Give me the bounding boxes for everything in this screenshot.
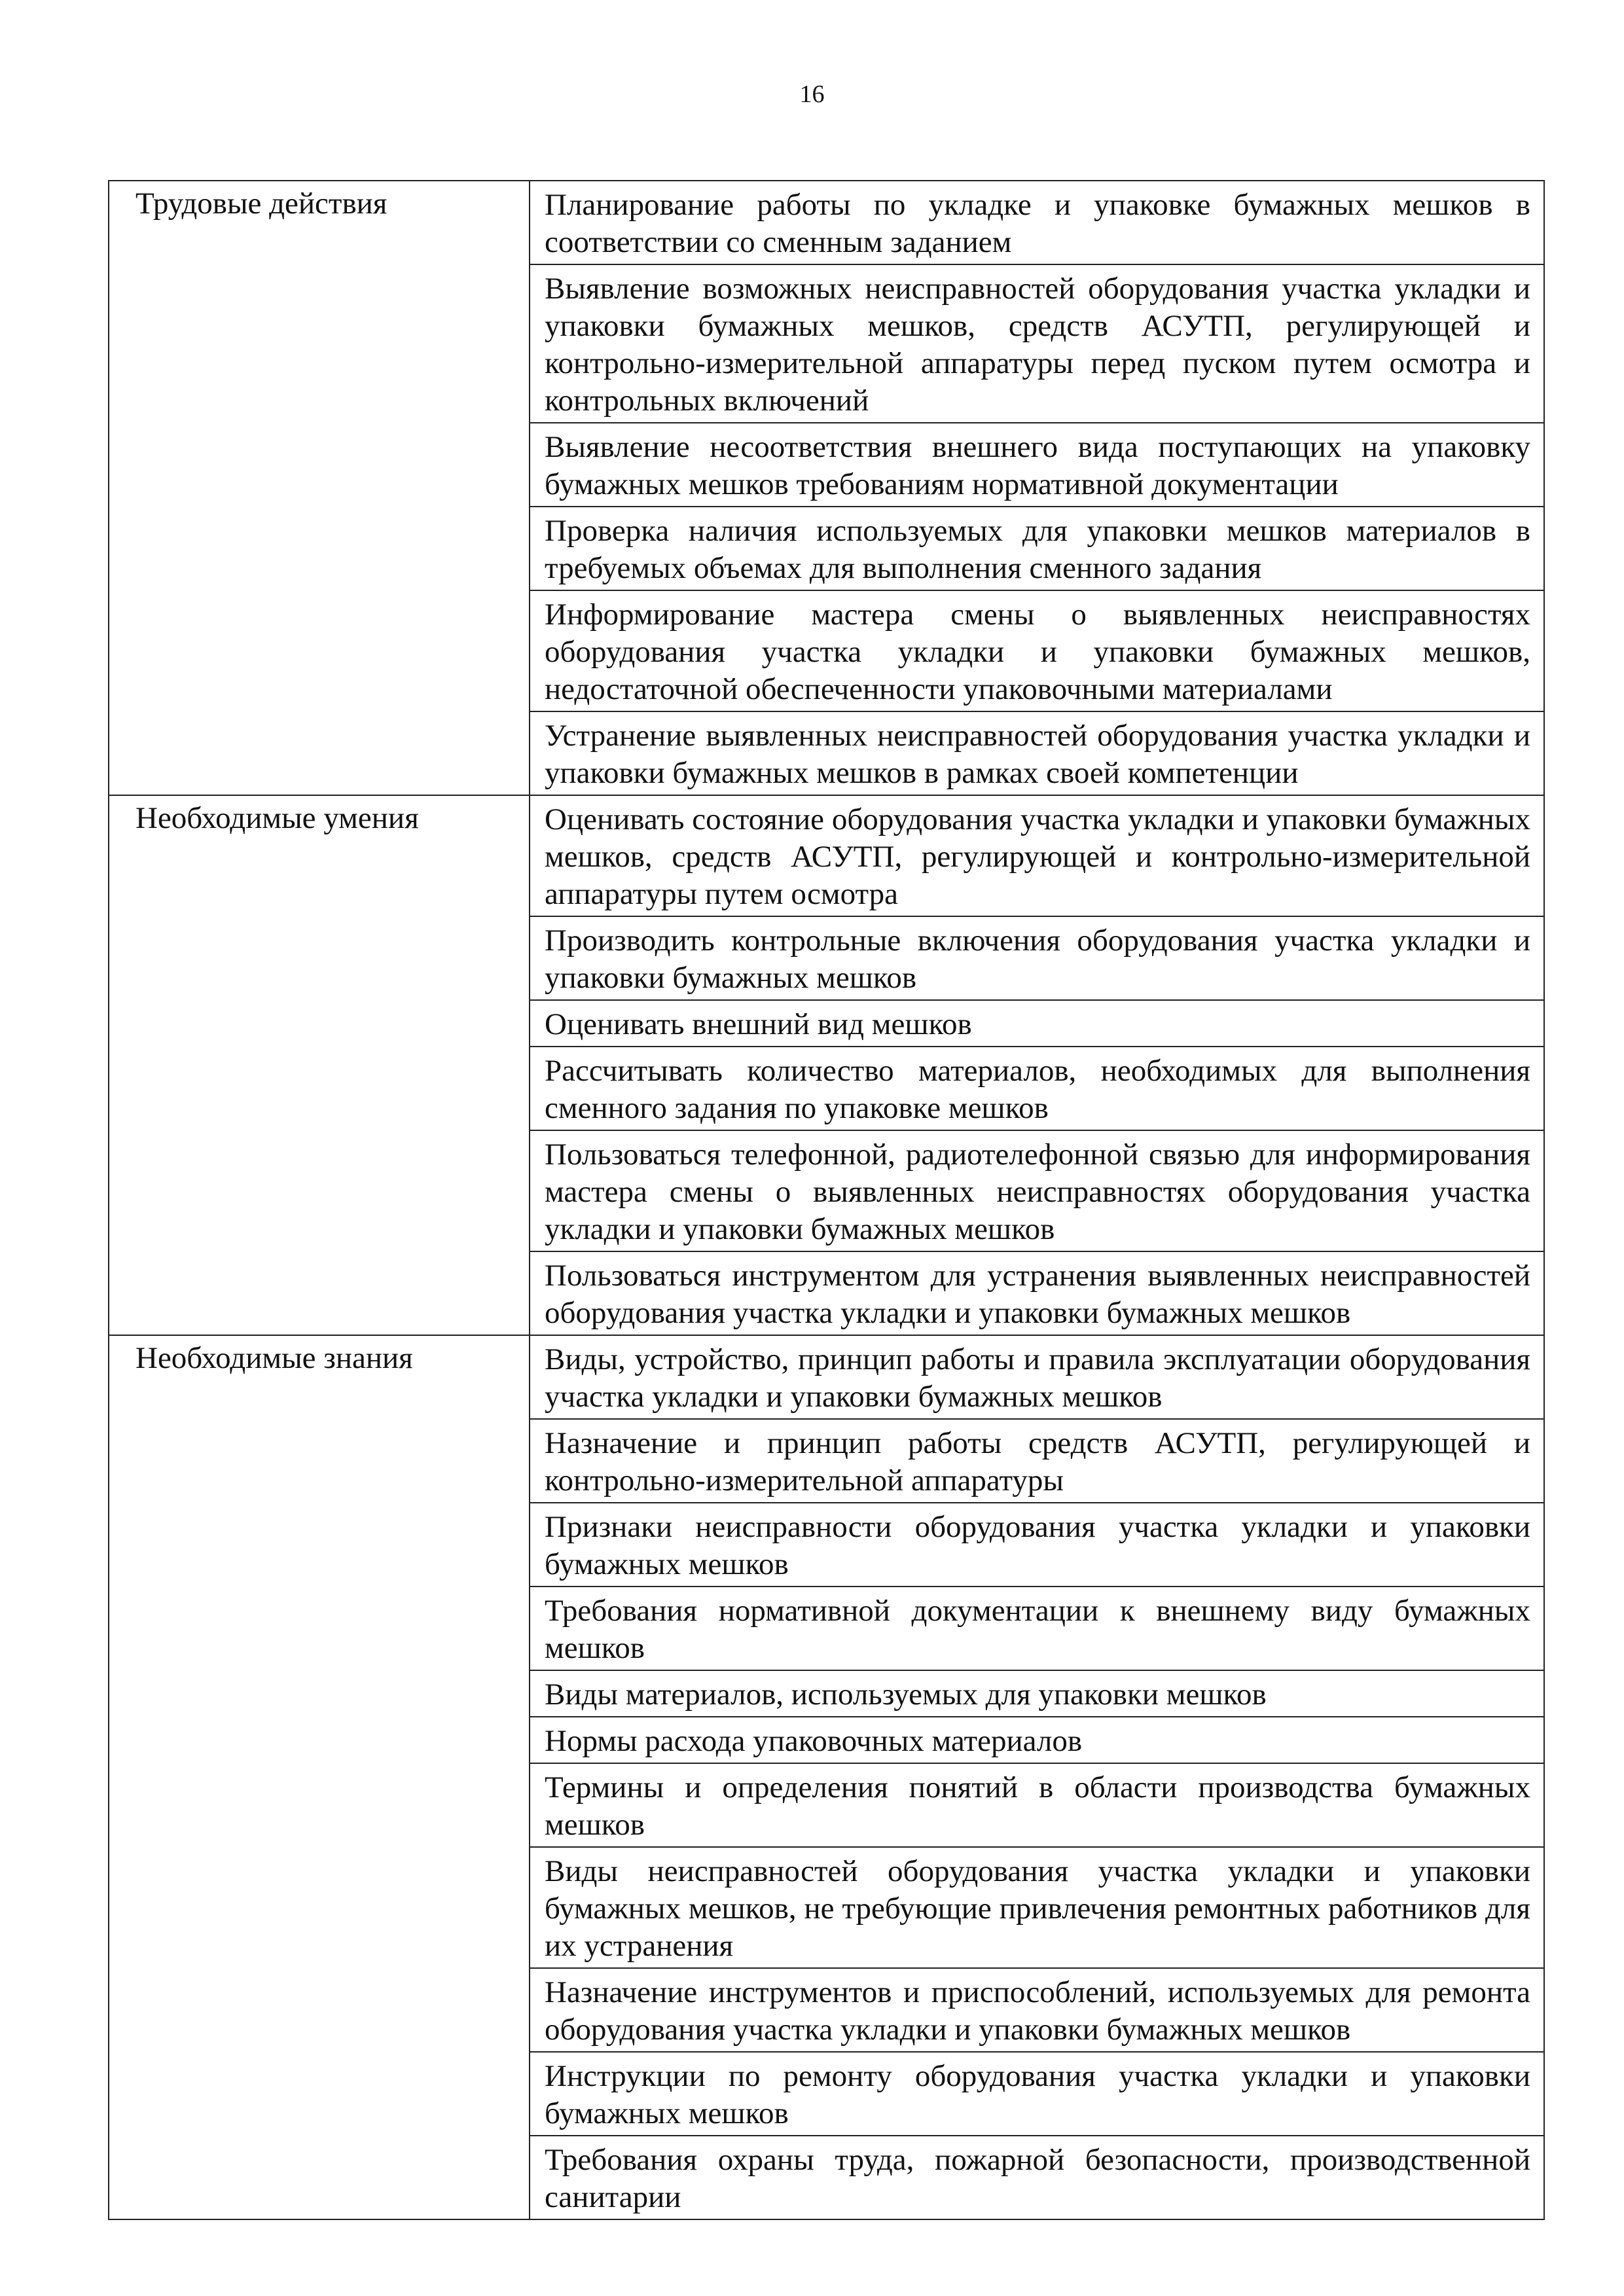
- table-cell-item: Виды материалов, используемых для упаковки мешков: [530, 1670, 1544, 1717]
- table-row: [109, 181, 1544, 264]
- table-cell-item: Планирование работы по укладке и упаковке бумажных мешков в соответствии со сменным заданием: [530, 181, 1544, 264]
- table-cell-item: Проверка наличия используемых для упаковки мешков материалов в требуемых объемах для выполнения сменного задания: [530, 507, 1544, 590]
- table-body: [109, 181, 1544, 2219]
- table-cell-item: Пользоваться инструментом для устранения выявленных неисправностей оборудования участка укладки и упаковки бумажных мешков: [530, 1251, 1544, 1335]
- section-label-required-knowledge: Необходимые знания: [109, 1335, 530, 2219]
- table-cell-item: Виды, устройство, принцип работы и правила эксплуатации оборудования участка укладки и упаковки бумажных мешков: [530, 1335, 1544, 1419]
- table-row: [109, 795, 1544, 916]
- section-label-required-skills: Необходимые умения: [109, 795, 530, 1335]
- job-function-table: [108, 180, 1545, 2220]
- table-cell-item: Назначение и принцип работы средств АСУТП, регулирующей и контрольно-измерительной аппаратуры: [530, 1419, 1544, 1503]
- table-cell-item: Инструкции по ремонту оборудования участка укладки и упаковки бумажных мешков: [530, 2052, 1544, 2136]
- table-cell-item: Термины и определения понятий в области производства бумажных мешков: [530, 1763, 1544, 1847]
- table-cell-item: Назначение инструментов и приспособлений, используемых для ремонта оборудования участка укладки и упаковки бумажных мешков: [530, 1968, 1544, 2052]
- table-cell-item: Признаки неисправности оборудования участка укладки и упаковки бумажных мешков: [530, 1503, 1544, 1587]
- table-row: [109, 1335, 1544, 1419]
- table-cell-item: Информирование мастера смены о выявленных неисправностях оборудования участка укладки и упаковки бумажных мешков, недостаточной обеспеченности упаковочными материалами: [530, 590, 1544, 711]
- section-label-labor-actions: Трудовые действия: [109, 181, 530, 795]
- table-cell-item: Оценивать состояние оборудования участка укладки и упаковки бумажных мешков, средств АСУТП, регулирующей и контрольно-измерительной аппаратуры путем осмотра: [530, 795, 1544, 916]
- table-cell-item: Требования охраны труда, пожарной безопасности, производственной санитарии: [530, 2136, 1544, 2219]
- table-cell-item: Оценивать внешний вид мешков: [530, 1000, 1544, 1047]
- table-cell-item: Выявление несоответствия внешнего вида поступающих на упаковку бумажных мешков требованиям нормативной документации: [530, 423, 1544, 507]
- table-cell-item: Рассчитывать количество материалов, необходимых для выполнения сменного задания по упаковке мешков: [530, 1047, 1544, 1130]
- table-cell-item: Выявление возможных неисправностей оборудования участка укладки и упаковки бумажных мешков, средств АСУТП, регулирующей и контрольно-измерительной аппаратуры перед пуском путем осмотра и контрольных включений: [530, 264, 1544, 423]
- table-cell-item: Пользоваться телефонной, радиотелефонной связью для информирования мастера смены о выявленных неисправностях оборудования участка укладки и упаковки бумажных мешков: [530, 1130, 1544, 1251]
- table-cell-item: Производить контрольные включения оборудования участка укладки и упаковки бумажных мешков: [530, 916, 1544, 1000]
- table-cell-item: Нормы расхода упаковочных материалов: [530, 1717, 1544, 1763]
- table-cell-item: Требования нормативной документации к внешнему виду бумажных мешков: [530, 1587, 1544, 1670]
- page-number: 16: [799, 81, 825, 108]
- table-cell-item: Устранение выявленных неисправностей оборудования участка укладки и упаковки бумажных мешков в рамках своей компетенции: [530, 711, 1544, 795]
- table-cell-item: Виды неисправностей оборудования участка укладки и упаковки бумажных мешков, не требующие привлечения ремонтных работников для их устранения: [530, 1847, 1544, 1968]
